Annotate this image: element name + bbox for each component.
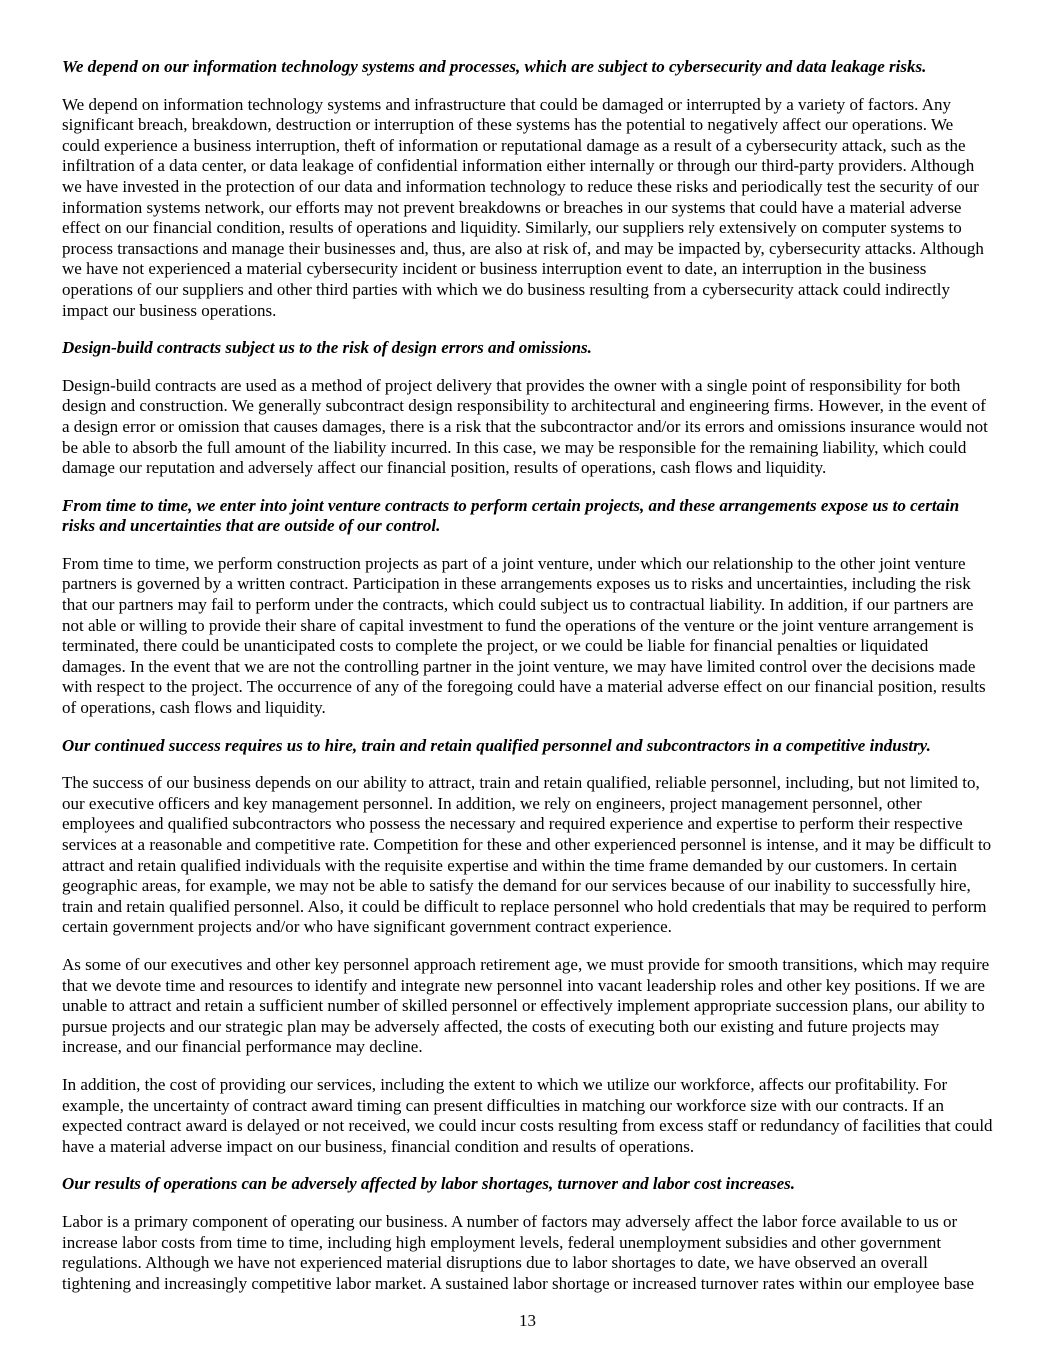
paragraph-joint-venture: From time to time, we perform construction projects as part of a joint venture, under which our relationship to the other joint venture partners is governed by a written contract. Participation in these arrangements exposes us to risks and uncertainties, including the risk that our partners may fail to perform under the contracts, which could subject us to contractual liability. In addition, if our partners are not able or willing to provide their share of capital investment to fund the operations of the venture or the joint venture arrangement is terminated, there could be unanticipated costs to complete the project, or we could be liable for financial penalties or liquidated damages. In the event that we are not the controlling partner in the joint venture, we may have limited control over the decisions made with respect to the project. The occurrence of any of the foregoing could have a material adverse effect on our financial position, results of operations, cash flows and liquidity.: [62, 553, 986, 718]
paragraph-design-build: Design-build contracts are used as a method of project delivery that provides the owner with a single point of responsibility for both design and construction. We generally subcontract design responsibility to architectural and engineering firms. However, in the event of a design error or omission that causes damages, there is a risk that the subcontractor and/or its errors and omissions insurance would not be able to absorb the full amount of the liability incurred. In this case, we may be responsible for the remaining liability, which could damage our reputation and adversely affect our financial position, results of operations, cash flows and liquidity.: [62, 375, 988, 478]
page-number: 13: [519, 1311, 536, 1331]
risk-heading-joint-venture: From time to time, we enter into joint venture contracts to perform certain projects, and these arrangements expose us to certain risks and uncertainties that are outside of our control.: [62, 495, 960, 536]
paragraph-workforce-cost: In addition, the cost of providing our services, including the extent to which we utilize our workforce, affects our profitability. For example, the uncertainty of contract award timing can present difficulties in matching our workforce size with our contracts. If an expected contract award is delayed or not received, we could incur costs resulting from excess staff or redundancy of facilities that could have a material adverse impact on our business, financial condition and results of operations.: [62, 1074, 993, 1156]
paragraph-personnel-success: The success of our business depends on our ability to attract, train and retain qualified, reliable personnel, including, but not limited to, our executive officers and key management personnel. In addition, we rely on engineers, project management personnel, other employees and qualified subcontractors who possess the necessary and required experience and expertise to perform their respective services at a reasonable and competitive rate. Competition for these and other experienced personnel is intense, and it may be difficult to attract and retain qualified individuals with the requisite expertise and within the time frame demanded by our customers. In certain geographic areas, for example, we may not be able to satisfy the demand for our services because of our inability to successfully hire, train and retain qualified personnel. Also, it could be difficult to replace personnel who hold credentials that may be required to perform certain government projects and/or who have significant government contract experience.: [62, 773, 992, 937]
paragraph-succession-plans: As some of our executives and other key personnel approach retirement age, we must provide for smooth transitions, which may require that we devote time and resources to identify and integrate new personnel into vacant leadership roles and other key positions. If we are unable to attract and retain a sufficient number of skilled personnel or effectively implement appropriate succession plans, our ability to pursue projects and our strategic plan may be adversely affected, the costs of executing both our existing and future projects may increase, and our financial performance may decline.: [62, 954, 990, 1057]
paragraph-it-cybersecurity: We depend on information technology systems and infrastructure that could be damaged or interrupted by a variety of factors. Any significant breach, breakdown, destruction or interruption of these systems has the potential to negatively affect our operations. We could experience a business interruption, theft of information or reputational damage as a result of a cybersecurity attack, such as the infiltration of a data center, or data leakage of confidential information either internally or through our third-party providers. Although we have invested in the protection of our data and information technology to reduce these risks and periodically test the security of our information systems network, our efforts may not prevent breakdowns or breaches in our systems that could have a material adverse effect on our financial condition, results of operations and liquidity. Similarly, our suppliers rely extensively on computer systems to process transactions and manage their businesses and, thus, are also at risk of, and may be impacted by, cybersecurity attacks. Although we have not experienced a material cybersecurity incident or business interruption event to date, an interruption in the business operations of our suppliers and other third parties with which we do business resulting from a cybersecurity attack could indirectly impact our business operations.: [62, 94, 984, 320]
risk-heading-design-build: Design-build contracts subject us to the risk of design errors and omissions.: [62, 338, 592, 358]
risk-heading-it-cybersecurity: We depend on our information technology systems and processes, which are subject to cybersecurity and data leakage risks.: [62, 57, 927, 76]
paragraph-labor-shortages: Labor is a primary component of operating our business. A number of factors may adversely affect the labor force available to us or increase labor costs from time to time, including high employment levels, federal unemployment subsidies and other government regulations. Although we have not experienced material disruptions due to labor shortages to date, we have observed an overall tightening and increasingly competitive labor market. A sustained labor shortage or increased turnover rates within our employee base: [62, 1211, 975, 1293]
risk-heading-personnel: Our continued success requires us to hire, train and retain qualified personnel and subcontractors in a competitive industry.: [62, 735, 931, 755]
risk-heading-labor-shortages: Our results of operations can be adversely affected by labor shortages, turnover and labor cost increases.: [62, 1174, 796, 1194]
